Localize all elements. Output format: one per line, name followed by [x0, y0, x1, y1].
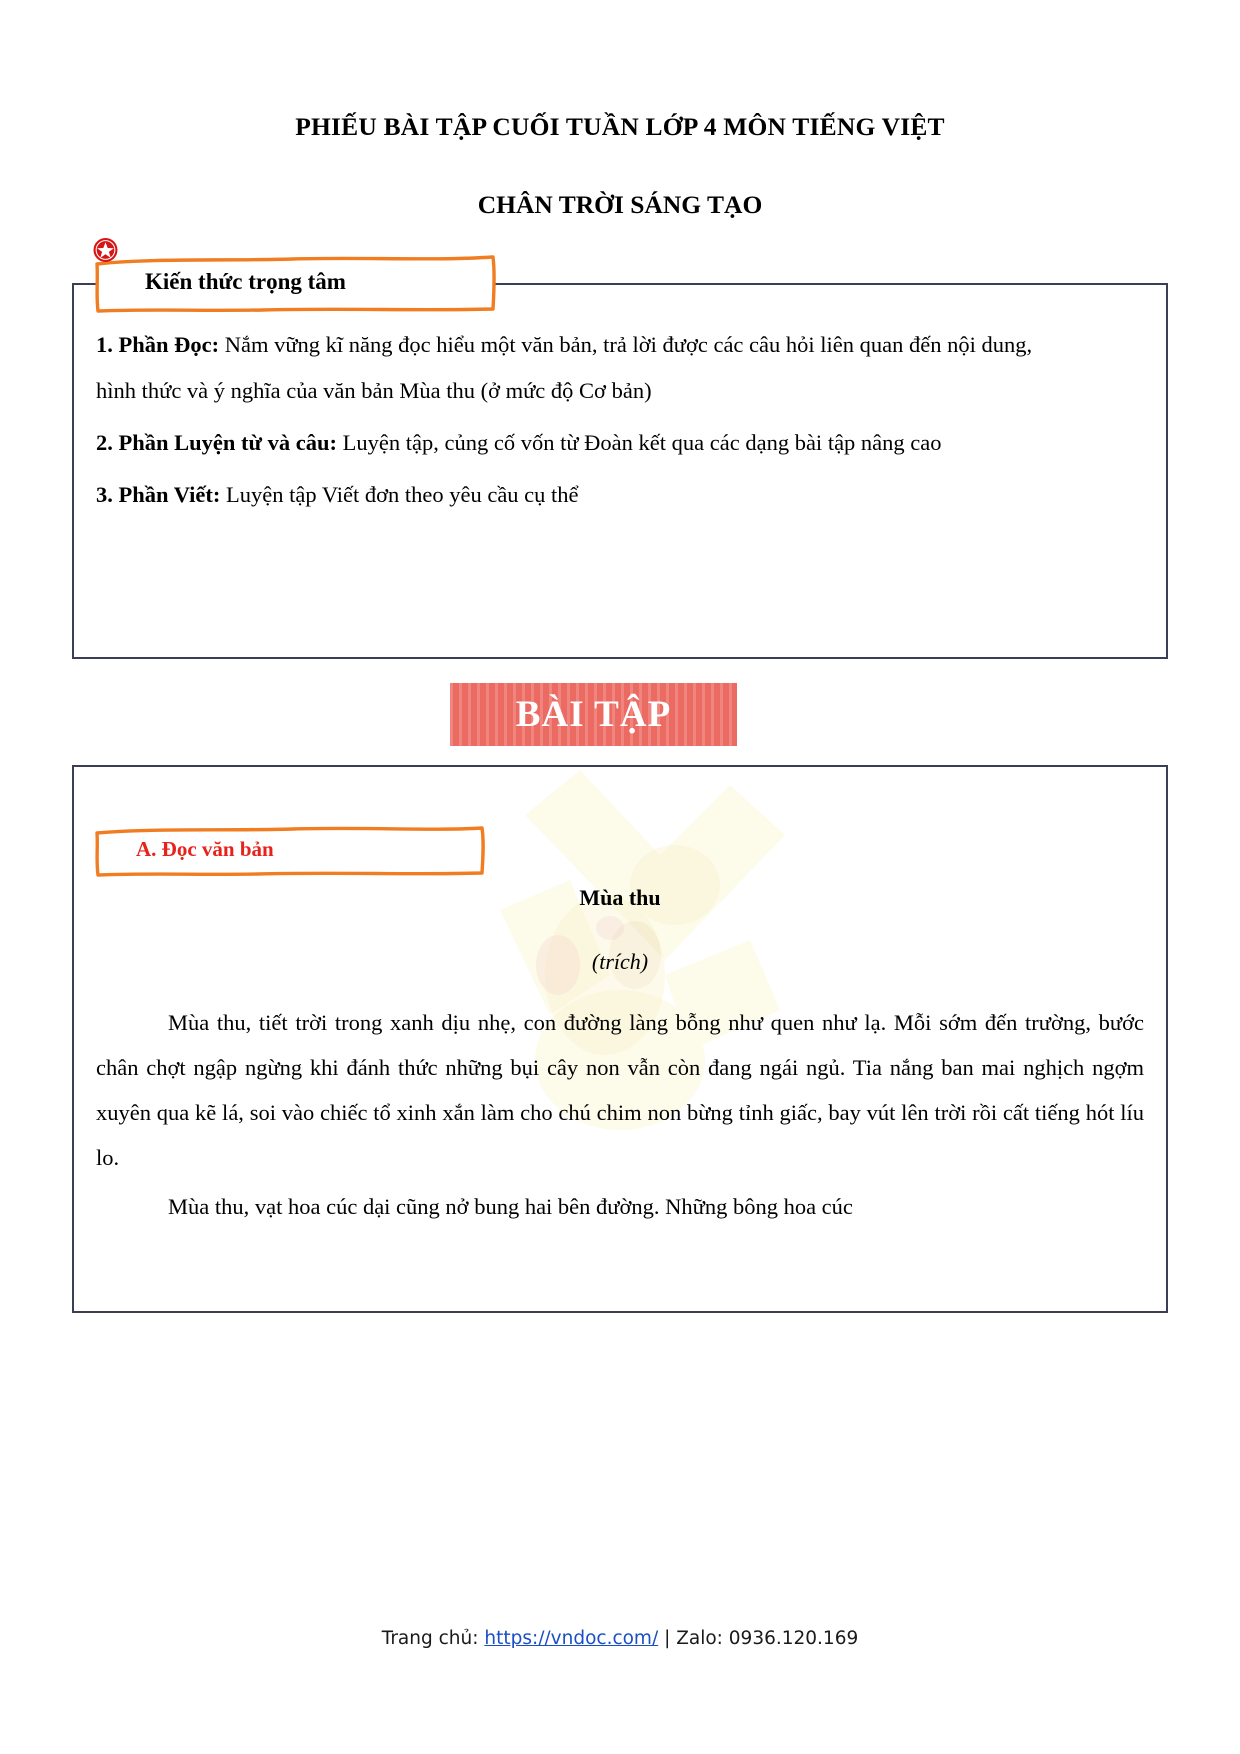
knowledge-item-text: Nắm vững kĩ năng đọc hiểu một văn bản, trả lời được các câu hỏi liên quan đến nội dung, hình thức và ý nghĩa của văn bản Mùa thu (ở mức độ Cơ bản) [96, 332, 1033, 403]
knowledge-item [96, 420, 1046, 466]
reading-paragraph: Mùa thu, vạt hoa cúc dại cũng nở bung hai bên đường. Những bông hoa cúc [168, 1194, 853, 1219]
red-star-badge-icon [93, 238, 118, 263]
reading-body [96, 1000, 1144, 1233]
page-subtitle: CHÂN TRỜI SÁNG TẠO [477, 189, 763, 219]
reading-subtitle: (trích) [591, 949, 649, 974]
knowledge-box-tab [93, 250, 498, 313]
footer-website-link[interactable]: https://vndoc.com/ [484, 1628, 659, 1649]
knowledge-item-label: 2. Phần Luyện từ và câu: [96, 430, 338, 455]
reading-title: Mùa thu [579, 885, 661, 910]
exercises-banner-label: BÀI TẬP [515, 694, 672, 735]
exercises-banner [450, 683, 737, 746]
knowledge-item-text: Luyện tập, củng cố vốn từ Đoàn kết qua các dạng bài tập nâng cao [337, 430, 942, 455]
reading-section-tab [93, 822, 486, 877]
knowledge-box-tab-label: Kiến thức trọng tâm [145, 268, 346, 294]
page-footer [0, 1628, 1240, 1649]
knowledge-item-label: 3. Phần Viết: [96, 482, 221, 507]
knowledge-box-content [96, 322, 1046, 524]
knowledge-item [96, 472, 1046, 518]
footer-prefix: Trang chủ: [381, 1628, 485, 1649]
reading-paragraph: Mùa thu, tiết trời trong xanh dịu nhẹ, con đường làng bỗng như quen như lạ. Mỗi sớm đến trường, bước chân chợt ngập ngừng khi đánh thức những bụi cây non vẫn còn đang ngái ngủ. Tia nắng ban mai nghịch ngợm xuyên qua kẽ lá, soi vào chiếc tổ xinh xắn làm cho chú chim non bừng tỉnh giấc, bay vút lên trời rồi cất tiếng hót líu lo. [96, 1010, 1144, 1170]
page-title: PHIẾU BÀI TẬP CUỐI TUẦN LỚP 4 MÔN TIẾNG VIỆT [295, 112, 945, 141]
knowledge-item-text: Luyện tập Viết đơn theo yêu cầu cụ thể [220, 482, 579, 507]
knowledge-item-label: 1. Phần Đọc: [96, 332, 220, 357]
footer-suffix: | Zalo: 0936.120.169 [658, 1628, 859, 1649]
reading-section-tab-label: A. Đọc văn bản [136, 837, 274, 861]
knowledge-item [96, 322, 1046, 414]
